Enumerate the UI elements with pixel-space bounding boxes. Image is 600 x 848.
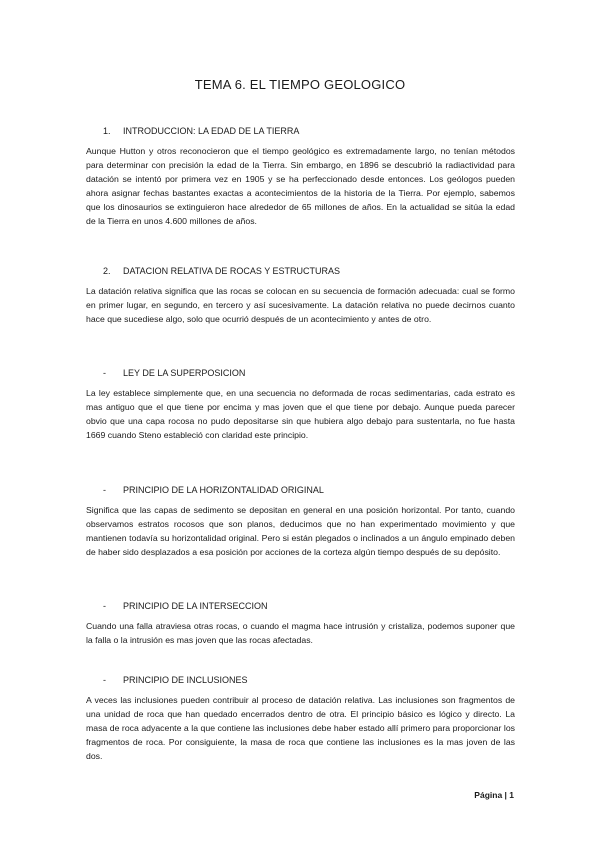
section-heading-introduccion	[103, 126, 299, 136]
section-heading-superposicion	[103, 368, 245, 378]
page-title: TEMA 6. EL TIEMPO GEOLOGICO	[194, 77, 406, 92]
section-heading-interseccion	[103, 601, 268, 611]
section-paragraph-superposicion: La ley establece simplemente que, en una secuencia no deformada de rocas sedimentarias, cada estrato es mas antiguo que el que tiene por encima y mas joven que el que tiene por debajo. Aunque pueda parecer obvio que una capa rocosa no pudo depositarse sin que hubiera algo debajo para sustentarla, no fue hasta 1669 cuando Steno estableció con claridad este principio.	[86, 388, 515, 440]
section-paragraph-interseccion: Cuando una falla atraviesa otras rocas, o cuando el magma hace intrusión y cristaliza, podemos suponer que la falla o la intrusión es mas joven que las rocas afectadas.	[86, 621, 515, 645]
bullet-dash: -	[103, 601, 106, 611]
section-heading-horizontalidad	[103, 485, 324, 495]
section-heading-text: PRINCIPIO DE LA INTERSECCION	[123, 601, 268, 611]
bullet-dash: -	[103, 368, 106, 378]
page-number: Página | 1	[474, 790, 514, 800]
bullet-dash: -	[103, 485, 106, 495]
section-paragraph-horizontalidad: Significa que las capas de sedimento se depositan en general en una posición horizontal. Por tanto, cuando observamos estratos rocosos que son planos, deducimos que no han experimentado movimiento y que mantienen todavía su horizontalidad original. Pero si están plegados o inclinados a un ángulo empinado deben de haber sido desplazados a esa posición por acciones de la corteza algún tiempo después de su depósito.	[86, 505, 515, 557]
section-heading-text: LEY DE LA SUPERPOSICION	[123, 368, 246, 378]
bullet-dash: -	[103, 675, 106, 685]
section-heading-text: INTRODUCCION: LA EDAD DE LA TIERRA	[123, 126, 300, 136]
section-heading-text: PRINCIPIO DE LA HORIZONTALIDAD ORIGINAL	[123, 485, 324, 495]
section-paragraph-inclusiones: A veces las inclusiones pueden contribuir al proceso de datación relativa. Las inclusiones son fragmentos de una unidad de roca que han quedado encerrados dentro de otra. El principio básico es lógico y directo. La masa de roca adyacente a la que contiene las inclusiones debe haber estado allí primero para proporcionar los fragmentos de roca. Por consiguiente, la masa de roca que contiene las inclusiones es la mas joven de las dos.	[86, 695, 515, 761]
section-number: 2.	[103, 266, 111, 276]
section-heading-datacion	[103, 266, 340, 276]
section-number: 1.	[103, 126, 111, 136]
section-paragraph-datacion: La datación relativa significa que las rocas se colocan en su secuencia de formación adecuada: cual se formo en primer lugar, en segundo, en tercero y así sucesivamente. La datación relativa no puede decirnos cuanto hace que sucediese algo, solo que ocurrió después de un acontecimiento y antes de otro.	[86, 286, 515, 324]
section-heading-text: DATACION RELATIVA DE ROCAS Y ESTRUCTURAS	[123, 266, 341, 276]
section-heading-inclusiones	[103, 675, 248, 685]
section-paragraph-introduccion: Aunque Hutton y otros reconocieron que el tiempo geológico es extremadamente largo, no tenían métodos para determinar con precisión la edad de la Tierra. Sin embargo, en 1896 se descubrió la radiactividad para datación se intentó por primera vez en 1905 y se ha perfeccionado desde entonces. Los geólogos pueden ahora asignar fechas bastantes exactas a acontecimientos de la historia de la Tierra. Por ejemplo, sabemos que los dinosaurios se extinguieron hace alrededor de 65 millones de años. En la actualidad se sitúa la edad de la Tierra en unos 4.600 millones de años.	[86, 146, 515, 226]
section-heading-text: PRINCIPIO DE INCLUSIONES	[123, 675, 248, 685]
